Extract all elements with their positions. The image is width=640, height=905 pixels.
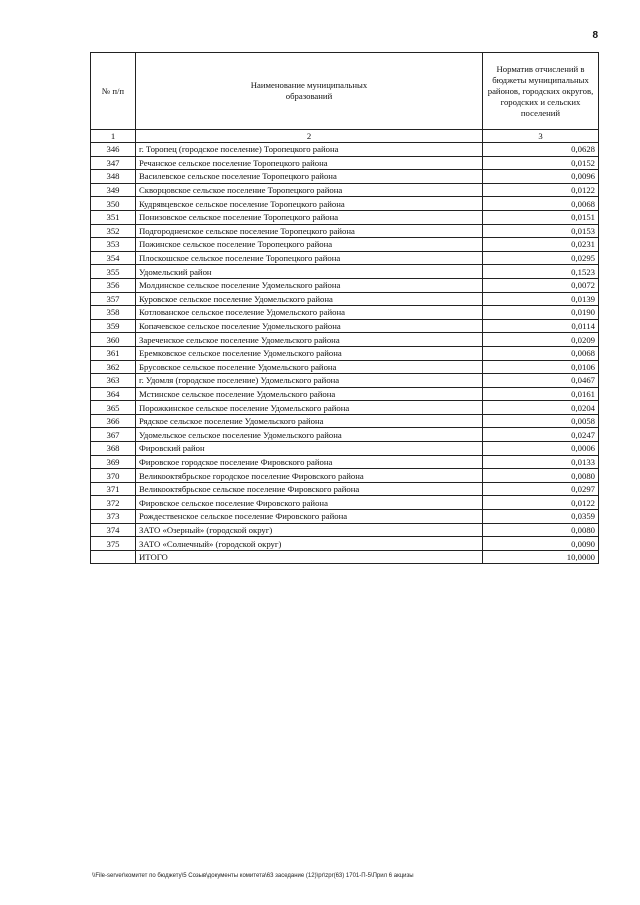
row-name-cell: Копачевское сельское поселение Удомельского района bbox=[136, 319, 483, 333]
table-row bbox=[91, 333, 599, 347]
allocation-table bbox=[90, 52, 599, 564]
row-value-cell: 0,0090 bbox=[483, 537, 599, 551]
table-row bbox=[91, 156, 599, 170]
row-number-cell: 354 bbox=[91, 251, 136, 265]
row-value-cell: 0,0359 bbox=[483, 510, 599, 524]
row-value-cell: 0,0080 bbox=[483, 523, 599, 537]
row-value-cell: 0,0122 bbox=[483, 496, 599, 510]
row-value-cell: 0,0139 bbox=[483, 292, 599, 306]
row-number-cell: 358 bbox=[91, 306, 136, 320]
table-row bbox=[91, 496, 599, 510]
row-value-cell: 0,1523 bbox=[483, 265, 599, 279]
table-row bbox=[91, 360, 599, 374]
row-name-cell: Зареченское сельское поселение Удомельского района bbox=[136, 333, 483, 347]
row-number-cell: 356 bbox=[91, 278, 136, 292]
row-number-cell: 362 bbox=[91, 360, 136, 374]
row-name-cell: Мстинское сельское поселение Удомельского района bbox=[136, 387, 483, 401]
row-number-cell: 355 bbox=[91, 265, 136, 279]
row-name-cell: ЗАТО «Озерный» (городской округ) bbox=[136, 523, 483, 537]
row-value-cell: 0,0151 bbox=[483, 210, 599, 224]
row-value-cell: 0,0209 bbox=[483, 333, 599, 347]
table-row bbox=[91, 523, 599, 537]
row-name-cell: Понизовское сельское поселение Торопецкого района bbox=[136, 210, 483, 224]
row-value-cell: 10,0000 bbox=[483, 550, 599, 564]
table-row bbox=[91, 319, 599, 333]
row-name-cell: Речанское сельское поселение Торопецкого района bbox=[136, 156, 483, 170]
column-number: 3 bbox=[483, 130, 599, 143]
row-value-cell: 0,0122 bbox=[483, 183, 599, 197]
row-number-cell: 359 bbox=[91, 319, 136, 333]
header-name: Наименование муниципальных образований bbox=[136, 53, 483, 130]
table-row bbox=[91, 265, 599, 279]
row-name-cell: Котлованское сельское поселение Удомельского района bbox=[136, 306, 483, 320]
row-value-cell: 0,0297 bbox=[483, 482, 599, 496]
row-number-cell: 369 bbox=[91, 455, 136, 469]
row-name-cell: Удомельский район bbox=[136, 265, 483, 279]
row-number-cell: 350 bbox=[91, 197, 136, 211]
table-row bbox=[91, 455, 599, 469]
table-row bbox=[91, 210, 599, 224]
row-value-cell: 0,0068 bbox=[483, 346, 599, 360]
row-number-cell: 372 bbox=[91, 496, 136, 510]
row-name-cell: Фировское сельское поселение Фировского района bbox=[136, 496, 483, 510]
row-number-cell: 357 bbox=[91, 292, 136, 306]
row-name-cell: Кудрявцевское сельское поселение Торопецкого района bbox=[136, 197, 483, 211]
row-name-cell: Пожинское сельское поселение Торопецкого района bbox=[136, 238, 483, 252]
row-name-cell: ИТОГО bbox=[136, 550, 483, 564]
table-row bbox=[91, 278, 599, 292]
row-value-cell: 0,0106 bbox=[483, 360, 599, 374]
row-name-cell: Еремковское сельское поселение Удомельского района bbox=[136, 346, 483, 360]
row-value-cell: 0,0058 bbox=[483, 414, 599, 428]
row-value-cell: 0,0628 bbox=[483, 143, 599, 157]
row-number-cell: 349 bbox=[91, 183, 136, 197]
row-value-cell: 0,0068 bbox=[483, 197, 599, 211]
row-number-cell: 374 bbox=[91, 523, 136, 537]
column-number: 2 bbox=[136, 130, 483, 143]
header-number: № п/п bbox=[91, 53, 136, 130]
row-number-cell: 353 bbox=[91, 238, 136, 252]
row-number-cell: 361 bbox=[91, 346, 136, 360]
row-name-cell: Удомельское сельское поселение Удомельского района bbox=[136, 428, 483, 442]
row-name-cell: Василевское сельское поселение Торопецкого района bbox=[136, 170, 483, 184]
table-row bbox=[91, 387, 599, 401]
table-row bbox=[91, 414, 599, 428]
table-row bbox=[91, 401, 599, 415]
row-value-cell: 0,0153 bbox=[483, 224, 599, 238]
column-number-row bbox=[91, 130, 599, 143]
table-row bbox=[91, 550, 599, 564]
row-name-cell: Скворцовское сельское поселение Торопецкого района bbox=[136, 183, 483, 197]
column-number: 1 bbox=[91, 130, 136, 143]
page-number: 8 bbox=[592, 30, 598, 41]
row-number-cell: 373 bbox=[91, 510, 136, 524]
row-name-cell: Великооктябрьское городское поселение Фировского района bbox=[136, 469, 483, 483]
row-number-cell bbox=[91, 550, 136, 564]
table-row bbox=[91, 251, 599, 265]
table-body bbox=[91, 143, 599, 564]
row-name-cell: Фировский район bbox=[136, 442, 483, 456]
row-number-cell: 375 bbox=[91, 537, 136, 551]
row-name-cell: Фировское городское поселение Фировского района bbox=[136, 455, 483, 469]
row-number-cell: 360 bbox=[91, 333, 136, 347]
table-row bbox=[91, 510, 599, 524]
row-number-cell: 352 bbox=[91, 224, 136, 238]
row-number-cell: 367 bbox=[91, 428, 136, 442]
table-row bbox=[91, 197, 599, 211]
row-name-cell: Порожкинское сельское поселение Удомельского района bbox=[136, 401, 483, 415]
row-name-cell: г. Торопец (городское поселение) Торопецкого района bbox=[136, 143, 483, 157]
row-value-cell: 0,0247 bbox=[483, 428, 599, 442]
row-name-cell: Рождественское сельское поселение Фировского района bbox=[136, 510, 483, 524]
table-row bbox=[91, 306, 599, 320]
row-number-cell: 351 bbox=[91, 210, 136, 224]
table-row bbox=[91, 170, 599, 184]
row-value-cell: 0,0190 bbox=[483, 306, 599, 320]
row-name-cell: Плоскошское сельское поселение Торопецкого района bbox=[136, 251, 483, 265]
row-value-cell: 0,0006 bbox=[483, 442, 599, 456]
table-row bbox=[91, 442, 599, 456]
row-number-cell: 364 bbox=[91, 387, 136, 401]
row-value-cell: 0,0080 bbox=[483, 469, 599, 483]
table-row bbox=[91, 238, 599, 252]
row-name-cell: Рядское сельское поселение Удомельского района bbox=[136, 414, 483, 428]
table-row bbox=[91, 469, 599, 483]
row-value-cell: 0,0114 bbox=[483, 319, 599, 333]
table-row bbox=[91, 224, 599, 238]
row-number-cell: 363 bbox=[91, 374, 136, 388]
row-value-cell: 0,0295 bbox=[483, 251, 599, 265]
table-header-row bbox=[91, 53, 599, 130]
row-value-cell: 0,0161 bbox=[483, 387, 599, 401]
row-number-cell: 370 bbox=[91, 469, 136, 483]
row-name-cell: Подгородненское сельское поселение Торопецкого района bbox=[136, 224, 483, 238]
row-number-cell: 371 bbox=[91, 482, 136, 496]
table-row bbox=[91, 346, 599, 360]
row-value-cell: 0,0467 bbox=[483, 374, 599, 388]
row-name-cell: Великооктябрьское сельское поселение Фировского района bbox=[136, 482, 483, 496]
row-number-cell: 368 bbox=[91, 442, 136, 456]
row-value-cell: 0,0204 bbox=[483, 401, 599, 415]
footer-file-path: \\File-server\комитет по бюджету\5 Созыв\документы комитета\63 заседание (12)\pr\zpr(63) 1701-П-5\Прил 6 акцизы bbox=[92, 873, 414, 879]
row-name-cell: Куровское сельское поселение Удомельского района bbox=[136, 292, 483, 306]
row-name-cell: ЗАТО «Солнечный» (городской округ) bbox=[136, 537, 483, 551]
row-number-cell: 365 bbox=[91, 401, 136, 415]
row-number-cell: 366 bbox=[91, 414, 136, 428]
table-row bbox=[91, 482, 599, 496]
row-number-cell: 347 bbox=[91, 156, 136, 170]
row-number-cell: 346 bbox=[91, 143, 136, 157]
row-name-cell: г. Удомля (городское поселение) Удомельского района bbox=[136, 374, 483, 388]
table-row bbox=[91, 374, 599, 388]
row-value-cell: 0,0096 bbox=[483, 170, 599, 184]
table-row bbox=[91, 428, 599, 442]
row-value-cell: 0,0231 bbox=[483, 238, 599, 252]
table-row bbox=[91, 183, 599, 197]
row-number-cell: 348 bbox=[91, 170, 136, 184]
row-value-cell: 0,0133 bbox=[483, 455, 599, 469]
row-value-cell: 0,0072 bbox=[483, 278, 599, 292]
table-row bbox=[91, 143, 599, 157]
table-row bbox=[91, 537, 599, 551]
row-value-cell: 0,0152 bbox=[483, 156, 599, 170]
row-name-cell: Брусовское сельское поселение Удомельского района bbox=[136, 360, 483, 374]
table-row bbox=[91, 292, 599, 306]
header-value: Норматив отчислений в бюджеты муниципальных районов, городских округов, городских и сельских поселений bbox=[483, 53, 599, 130]
row-name-cell: Молдинское сельское поселение Удомельского района bbox=[136, 278, 483, 292]
